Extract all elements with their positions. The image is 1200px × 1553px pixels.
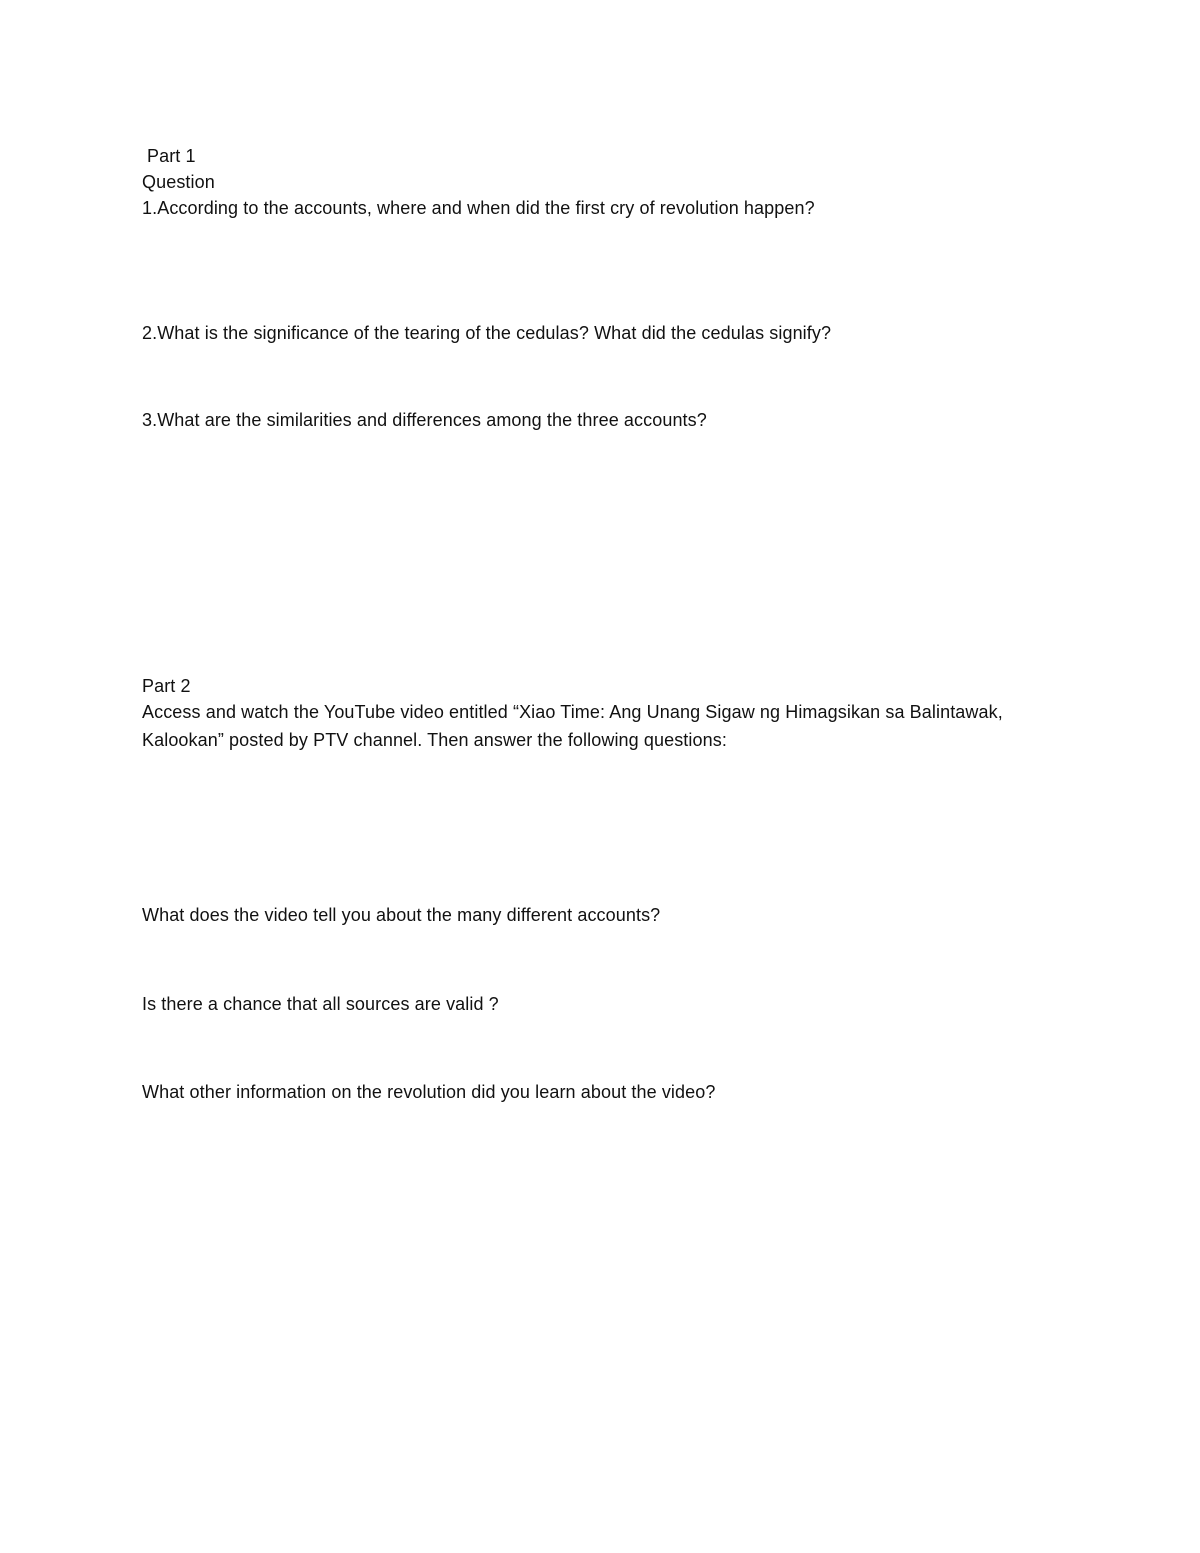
part1-question-2: 2.What is the significance of the tearing of the cedulas? What did the cedulas signify? [142, 323, 832, 343]
part1-title: Part 1 [147, 146, 196, 166]
part1-subtitle: Question [142, 172, 215, 192]
part2-question-2: Is there a chance that all sources are valid ? [142, 994, 499, 1014]
part2-question-3: What other information on the revolution did you learn about the video? [142, 1082, 716, 1102]
part1-question-3: 3.What are the similarities and differences among the three accounts? [142, 410, 707, 430]
part2-question-1: What does the video tell you about the many different accounts? [142, 905, 661, 925]
part2-instruction-line-2: Kalookan” posted by PTV channel. Then answer the following questions: [142, 730, 727, 750]
part2-instruction-line-1: Access and watch the YouTube video entitled “Xiao Time: Ang Unang Sigaw ng Himagsikan sa Balintawak, [142, 702, 1003, 722]
part2-title: Part 2 [142, 676, 191, 696]
part1-question-1: 1.According to the accounts, where and when did the first cry of revolution happen? [142, 198, 815, 218]
